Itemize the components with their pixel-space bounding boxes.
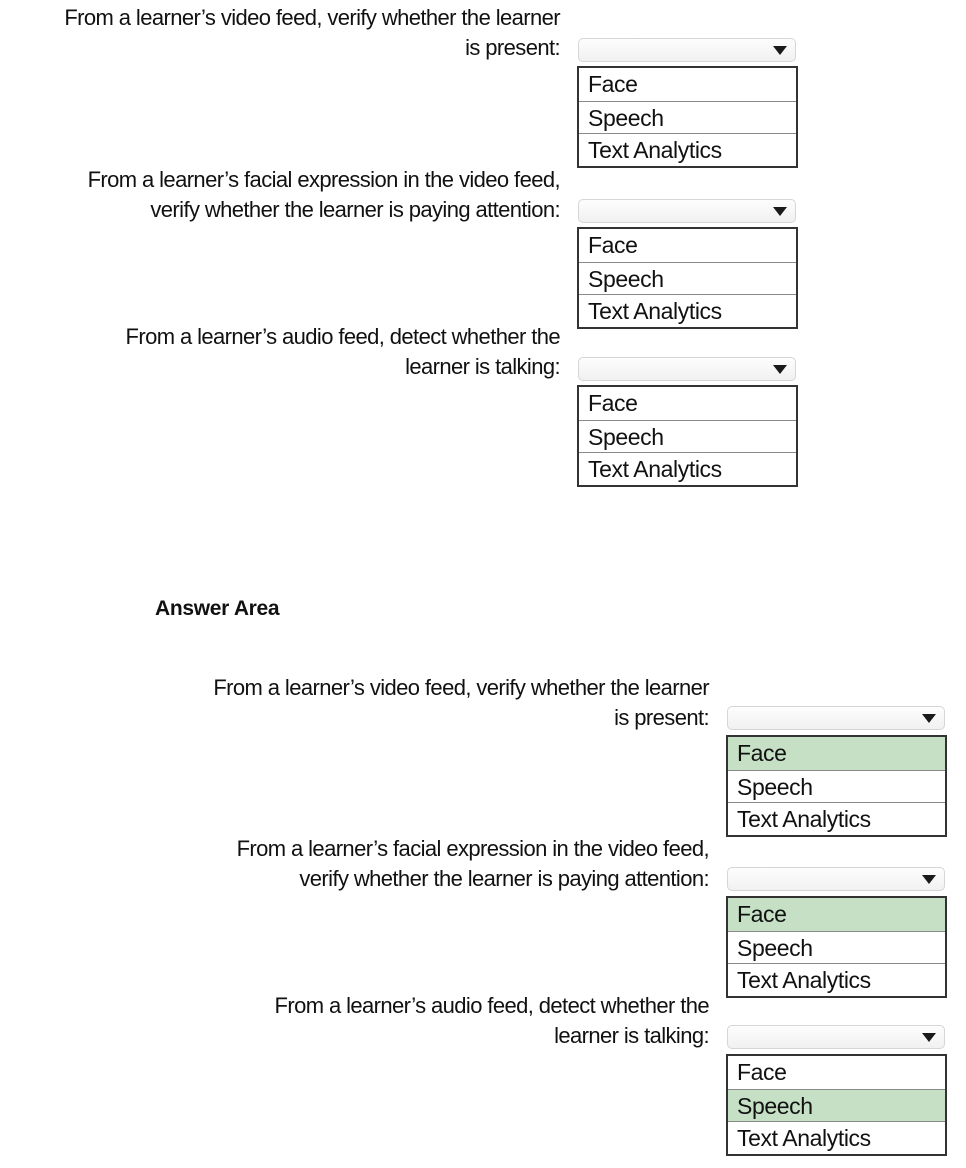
answer-1-prompt xyxy=(213,673,709,733)
option-face[interactable]: Face xyxy=(588,232,638,258)
prompt-line: From a learner’s video feed, verify whether the learner xyxy=(64,5,560,30)
chevron-down-icon xyxy=(773,365,787,374)
answer-3-prompt xyxy=(275,991,709,1051)
prompt-line: verify whether the learner is paying attention: xyxy=(299,866,709,891)
chevron-down-icon xyxy=(773,207,787,216)
option-speech[interactable]: Speech xyxy=(579,262,796,295)
option-face[interactable]: Face xyxy=(588,390,638,416)
answer-1-dropdown[interactable] xyxy=(727,706,945,730)
chevron-down-icon xyxy=(922,875,936,884)
option-face-selected[interactable]: Face xyxy=(728,737,945,770)
question-3-options xyxy=(577,385,798,487)
option-speech[interactable]: Speech xyxy=(579,101,796,134)
prompt-line: learner is talking: xyxy=(554,1023,709,1048)
option-face[interactable]: Face xyxy=(588,71,638,97)
question-1-prompt xyxy=(64,3,560,63)
option-speech-selected[interactable]: Speech xyxy=(728,1089,945,1122)
option-face[interactable]: Face xyxy=(737,1059,787,1085)
prompt-line: From a learner’s video feed, verify whether the learner xyxy=(213,675,709,700)
option-text-analytics[interactable]: Text Analytics xyxy=(579,294,796,327)
chevron-down-icon xyxy=(773,46,787,55)
question-3-prompt xyxy=(126,322,560,382)
prompt-line: From a learner’s audio feed, detect whether the xyxy=(125,324,560,349)
answer-2-dropdown[interactable] xyxy=(727,867,945,891)
question-1-options xyxy=(577,66,798,168)
chevron-down-icon xyxy=(922,714,936,723)
option-speech[interactable]: Speech xyxy=(728,770,945,803)
option-text-analytics[interactable]: Text Analytics xyxy=(728,963,945,996)
prompt-line: From a learner’s facial expression in the video feed, xyxy=(236,836,709,861)
prompt-line: From a learner’s facial expression in the video feed, xyxy=(87,167,560,192)
answer-3-dropdown[interactable] xyxy=(727,1025,945,1049)
prompt-line: From a learner’s audio feed, detect whether the xyxy=(274,993,709,1018)
prompt-line: is present: xyxy=(614,705,709,730)
answer-1-options xyxy=(726,735,947,837)
question-2-options xyxy=(577,227,798,329)
prompt-line: verify whether the learner is paying attention: xyxy=(150,197,560,222)
chevron-down-icon xyxy=(922,1033,936,1042)
prompt-line: learner is talking: xyxy=(405,354,560,379)
question-2-prompt xyxy=(88,165,560,225)
answer-2-prompt xyxy=(237,834,709,894)
option-text-analytics[interactable]: Text Analytics xyxy=(728,802,945,835)
answer-area-heading: Answer Area xyxy=(155,597,280,620)
answer-2-options xyxy=(726,896,947,998)
question-3-dropdown[interactable] xyxy=(578,357,796,381)
question-1-dropdown[interactable] xyxy=(578,38,796,62)
option-speech[interactable]: Speech xyxy=(579,420,796,453)
prompt-line: is present: xyxy=(465,35,560,60)
option-text-analytics[interactable]: Text Analytics xyxy=(579,133,796,166)
option-text-analytics[interactable]: Text Analytics xyxy=(728,1121,945,1154)
option-face-selected[interactable]: Face xyxy=(728,898,945,931)
option-text-analytics[interactable]: Text Analytics xyxy=(579,452,796,485)
question-2-dropdown[interactable] xyxy=(578,199,796,223)
option-speech[interactable]: Speech xyxy=(728,931,945,964)
answer-3-options xyxy=(726,1054,947,1156)
